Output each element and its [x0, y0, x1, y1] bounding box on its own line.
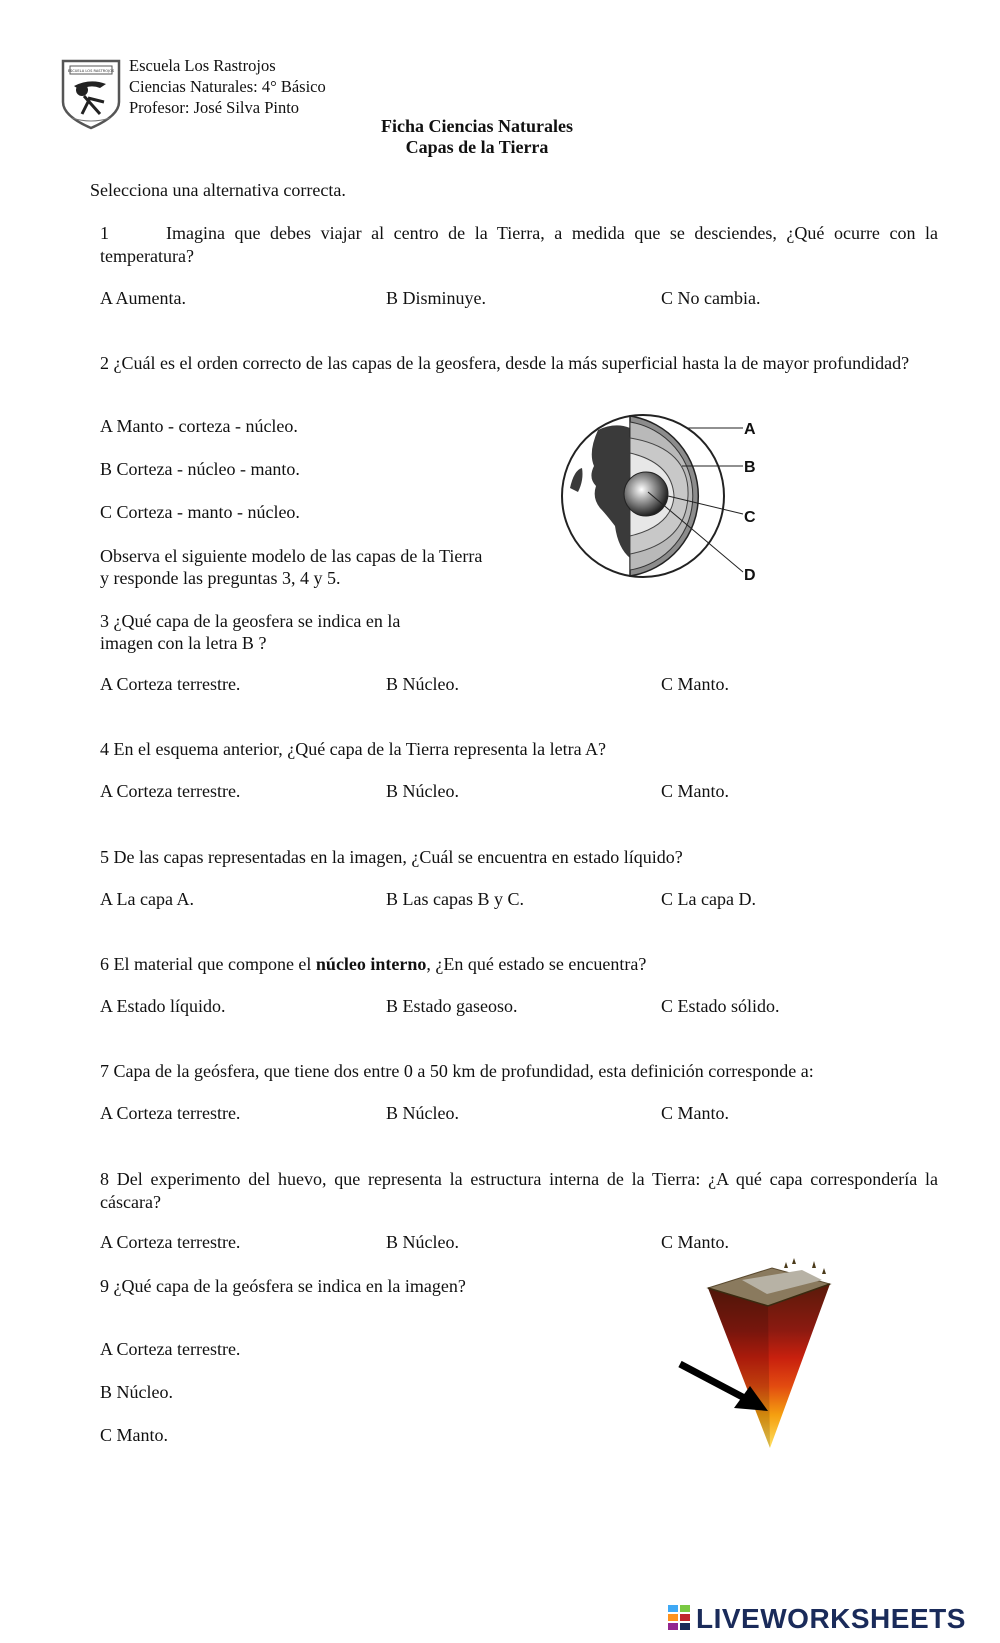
q8-option-b[interactable]: B Núcleo.: [386, 1232, 459, 1252]
q2-option-b[interactable]: B Corteza - núcleo - manto.: [100, 459, 300, 479]
q3-line-1: 3 ¿Qué capa de la geosfera se indica en la: [100, 611, 401, 631]
inner-core: [624, 472, 668, 516]
school-badge-icon: [60, 58, 122, 130]
teacher-line: Profesor: José Silva Pinto: [129, 98, 300, 117]
q7-option-b[interactable]: B Núcleo.: [386, 1103, 459, 1123]
observe-line-2: y responde las preguntas 3, 4 y 5.: [100, 568, 341, 588]
diagram-label-a: A: [744, 421, 756, 438]
q3-option-c[interactable]: C Manto.: [661, 674, 730, 694]
q6-text-bold: núcleo interno: [315, 954, 427, 974]
q5-option-b[interactable]: B Las capas B y C.: [386, 889, 524, 909]
q8-option-c[interactable]: C Manto.: [661, 1232, 730, 1252]
q4-option-c[interactable]: C Manto.: [661, 781, 730, 801]
q9-option-c[interactable]: C Manto.: [100, 1425, 169, 1445]
q2-option-a[interactable]: A Manto - corteza - núcleo.: [100, 416, 298, 436]
q9-option-a[interactable]: A Corteza terrestre.: [100, 1339, 241, 1359]
diagram-label-d: D: [744, 567, 756, 584]
q1-number: 1: [100, 223, 109, 243]
q9-text: 9 ¿Qué capa de la geósfera se indica en la imagen?: [100, 1276, 466, 1296]
q6-text-pre: 6 El material que compone el: [100, 954, 316, 974]
liveworksheets-logo-icon: [668, 1605, 692, 1631]
q6-text: [100, 953, 646, 976]
q1-option-a[interactable]: A Aumenta.: [100, 288, 186, 308]
q5-option-c[interactable]: C La capa D.: [661, 889, 756, 909]
q1-option-b[interactable]: B Disminuye.: [386, 288, 487, 308]
q4-option-b[interactable]: B Núcleo.: [386, 781, 459, 801]
q4-option-a[interactable]: A Corteza terrestre.: [100, 781, 241, 801]
q9-option-b[interactable]: B Núcleo.: [100, 1382, 173, 1402]
q3-option-b[interactable]: B Núcleo.: [386, 674, 459, 694]
badge-text: ESCUELA LOS RASTROJOS: [67, 69, 115, 73]
q1-text: Imagina que debes viajar al centro de la Tierra, a medida que se desciendes, ¿Qué ocurre con la temperatura?: [100, 223, 938, 266]
q6-option-b[interactable]: B Estado gaseoso.: [386, 996, 518, 1016]
q1-option-c[interactable]: C No cambia.: [661, 288, 761, 308]
q5-text: 5 De las capas representadas en la imagen, ¿Cuál se encuentra en estado líquido?: [100, 847, 683, 867]
q6-text-post: , ¿En qué estado se encuentra?: [426, 954, 647, 974]
diagram-label-b: B: [744, 459, 756, 476]
subject-line: Ciencias Naturales: 4° Básico: [129, 77, 326, 96]
diagram-label-c: C: [744, 509, 756, 526]
q7-text: 7 Capa de la geósfera, que tiene dos entre 0 a 50 km de profundidad, esta definición corresponde a:: [100, 1061, 814, 1081]
q3-option-a[interactable]: A Corteza terrestre.: [100, 674, 241, 694]
q7-option-a[interactable]: A Corteza terrestre.: [100, 1103, 241, 1123]
q5-option-a[interactable]: A La capa A.: [100, 889, 194, 909]
q6-option-c[interactable]: C Estado sólido.: [661, 996, 780, 1016]
liveworksheets-logo: [696, 1603, 966, 1635]
q7-option-c[interactable]: C Manto.: [661, 1103, 730, 1123]
worksheet-title: Ficha Ciencias Naturales: [381, 116, 573, 136]
q6-option-a[interactable]: A Estado líquido.: [100, 996, 226, 1016]
q8-option-a[interactable]: A Corteza terrestre.: [100, 1232, 241, 1252]
q3-line-2: imagen con la letra B ?: [100, 633, 267, 653]
instruction: Selecciona una alternativa correcta.: [90, 180, 346, 200]
q2-text: 2 ¿Cuál es el orden correcto de las capas de la geosfera, desde la más superficial hasta la de mayor profundidad?: [100, 353, 910, 373]
earth-cone-illustration: [672, 1258, 842, 1458]
worksheet-subtitle: Capas de la Tierra: [405, 137, 549, 157]
school-name: Escuela Los Rastrojos: [129, 56, 276, 75]
q4-text: 4 En el esquema anterior, ¿Qué capa de la Tierra representa la letra A?: [100, 739, 607, 759]
observe-line-1: Observa el siguiente modelo de las capas de la Tierra: [100, 546, 483, 566]
q2-option-c[interactable]: C Corteza - manto - núcleo.: [100, 502, 300, 522]
q8-text: 8 Del experimento del huevo, que representa la estructura interna de la Tierra: ¿A qué capa correspondería la cáscara?: [100, 1169, 938, 1212]
liveworksheets-brand: LIVEWORKSHEETS: [696, 1603, 966, 1634]
earth-layers-diagram: [560, 408, 770, 588]
